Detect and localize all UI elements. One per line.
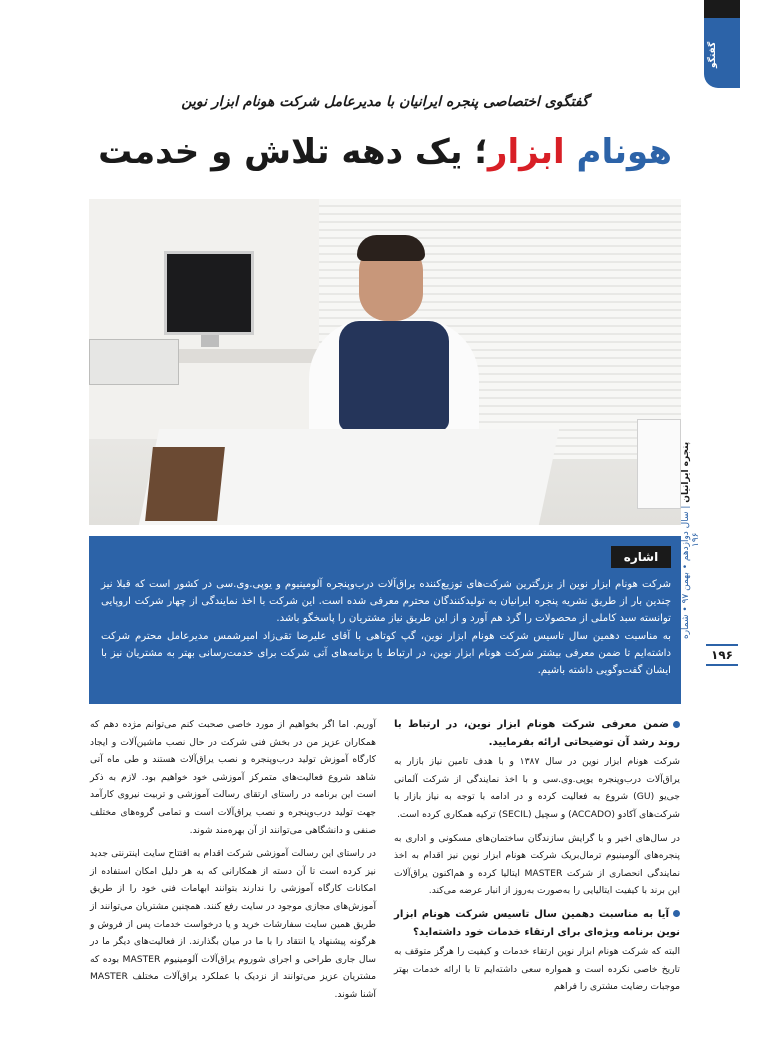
photo-person-vest [339,321,449,431]
text-column-left [90,716,376,1010]
issue-meta: پنجره ایرانیان | سال دوازدهم • بهمن ۹۷ • شماره ۱۹۶ [681,441,701,639]
photo-shelf [179,349,319,363]
answer-paragraph: البته که شرکت هونام ابزار نوین ارتقاء خدمات و کیفیت را هرگز متوقف به تاریخ خاصی نکرده است و همواره سعی داشته‌ایم تا با ارائه خدمات بهتر موجبات رضایت مشتری را فراهم [394,946,680,993]
answer-paragraph: در سال‌های اخیر و با گرایش سازندگان ساختمان‌های مسکونی و اداری به پنجره‌های آلومینیوم ترمال‌بریک شرکت هونام ابزار نوین نیز اقدام به اخذ نمایندگی انحصاری از شرکت MASTER ایتالیا کرده و هم‌اکنون یراق‌آلات این برند با کیفیت ایتالیایی را به‌صورت به‌روز از انبار عرضه می‌کند. [394,832,681,897]
photo-printer [89,339,179,385]
photo-monitor-stand [201,335,219,347]
question-2-text: آیا به مناسبت دهمین سال تاسیس شرکت هونام ابزار نوین برنامه ویژه‌ای برای ارتقاء خدمات خود داشته‌اید؟ [394,908,680,938]
page-number: ۱۹۶ [706,644,738,666]
question-bullet-icon [673,910,680,917]
magazine-month: بهمن ۹۷ [681,571,691,603]
photo-monitor [164,251,254,335]
title-brand: هونام [564,132,672,172]
answer-paragraph: شرکت هونام ابزار نوین در سال ۱۳۸۷ و با هدف تامین نیاز بازار به یراق‌آلات درب‌وپنجره یوپی.وی.سی و با اخذ نمایندگی از شرکت آلمانی جی‌یو (GU) شروع به فعالیت کرده و در ادامه با توجه به نیاز بازار با شرکت‌های آکادو (ACCADO) و سچیل (SECIL) ترکیه همکاری کرده است. [394,756,681,820]
answer-paragraph: آوریم. اما اگر بخواهیم از مورد خاصی صحبت کنم می‌توانم مژده دهم که همکاران عزیز من در بخش فنی شرکت در حال نصب ماشین‌آلات و ایجاد کارگاه آموزش تولید درب‌وپنجره و نصب یراق‌آلات هستند و طی ماه آتی شاهد شروع فعالیت‌های متمرکز آموزشی خود خواهیم بود. لازم به ذکر است این برنامه در راستای ارتقای رسالت آموزشی و تربیت نیروی کارآمد جهت تولید درب‌وپنجره و نصب یراق‌آلات است و تمامی گروه‌های مختلف صنفی و دانشگاهی می‌توانند از آن بهره‌مند شوند. [90,719,376,836]
intro-paragraph: شرکت هونام ابزار نوین از بزرگترین شرکت‌های توزیع‌کننده یراق‌آلات درب‌وپنجره آلومینیوم و یوپی.وی.سی در کشور است که قبلا نیز چندین بار از طریق نشریه پنجره ایرانیان به تولیدکنندگان محترم معرفی شده است. این شرکت با اخذ نمایندگی از چهار شرکت اروپایی توانسته سبد کاملی از محصولات را گرد هم آورد و از این طریق نیاز مشتریان را پاسخگو باشد. [101,579,671,624]
intro-text [101,576,671,680]
intro-paragraph: به مناسبت دهمین سال تاسیس شرکت هونام ابزار نوین، گپ کوتاهی با آقای علیرضا تقی‌زاد امیرشمس مدیرعامل محترم شرکت داشته‌ایم تا ضمن معرفی بیشتر شرکت هونام ابزار نوین، در ارتباط با برنامه‌های آتی شرکت برای خدمت‌رسانی بهتر به مشتریان نیز با ایشان گفت‌وگویی داشته باشیم. [101,631,671,676]
title-accent: ابزار [487,132,565,172]
interview-photo [89,199,681,525]
intro-label: اشاره [611,546,671,568]
text-column-right [394,716,680,1002]
section-tab-cap [704,0,740,18]
magazine-issue: شماره ۱۹۶ [681,532,701,639]
section-tab [704,0,740,88]
question-1-text: ضمن معرفی شرکت هونام ابزار نوین، در ارتباط با روند رشد آن توضیحاتی ارائه بفرمایید. [394,719,680,748]
intro-box [89,536,681,704]
magazine-year: سال دوازدهم [681,511,691,561]
photo-wall-sign [637,419,681,509]
section-tab-label: گفتگو [708,41,718,69]
question-bullet-icon [673,721,680,728]
title-rest: ؛ یک دهه تلاش و خدمت [98,132,488,172]
article-title [90,132,680,172]
article-subtitle: گفتگوی اختصاصی پنجره ایرانیان با مدیرعامل شرکت هونام ابزار نوین [181,94,589,110]
photo-desk-calendar [145,447,225,521]
answer-paragraph: در راستای این رسالت آموزشی شرکت اقدام به افتتاح سایت اینترنتی جدید نیز کرده است تا آن دسته از همکارانی که به هر دلیل امکان استفاده از امکانات کارگاه آموزشی را ندارند بتوانند ابهامات فنی خود را از طریق آموزش‌های مجازی موجود در سایت رفع کنند. همچنین مشتریان می‌توانند از طریق همین سایت سفارشات خرید و یا درخواست خدمات پس از فروش و هرگونه پیشنهاد یا انتقاد را با ما در میان بگذارند. از فعالیت‌های دیگر ما در سال جاری طراحی و اجرای شوروم یراق‌آلات آلومینیوم MASTER بوده که مشتریان عزیز می‌توانند از نزدیک با عملکرد یراق‌آلات مختلف MASTER آشنا شوند. [90,848,376,1000]
photo-person-hair [357,235,425,261]
question-2 [394,906,680,941]
question-1 [394,716,680,751]
magazine-name: پنجره ایرانیان [681,441,691,503]
